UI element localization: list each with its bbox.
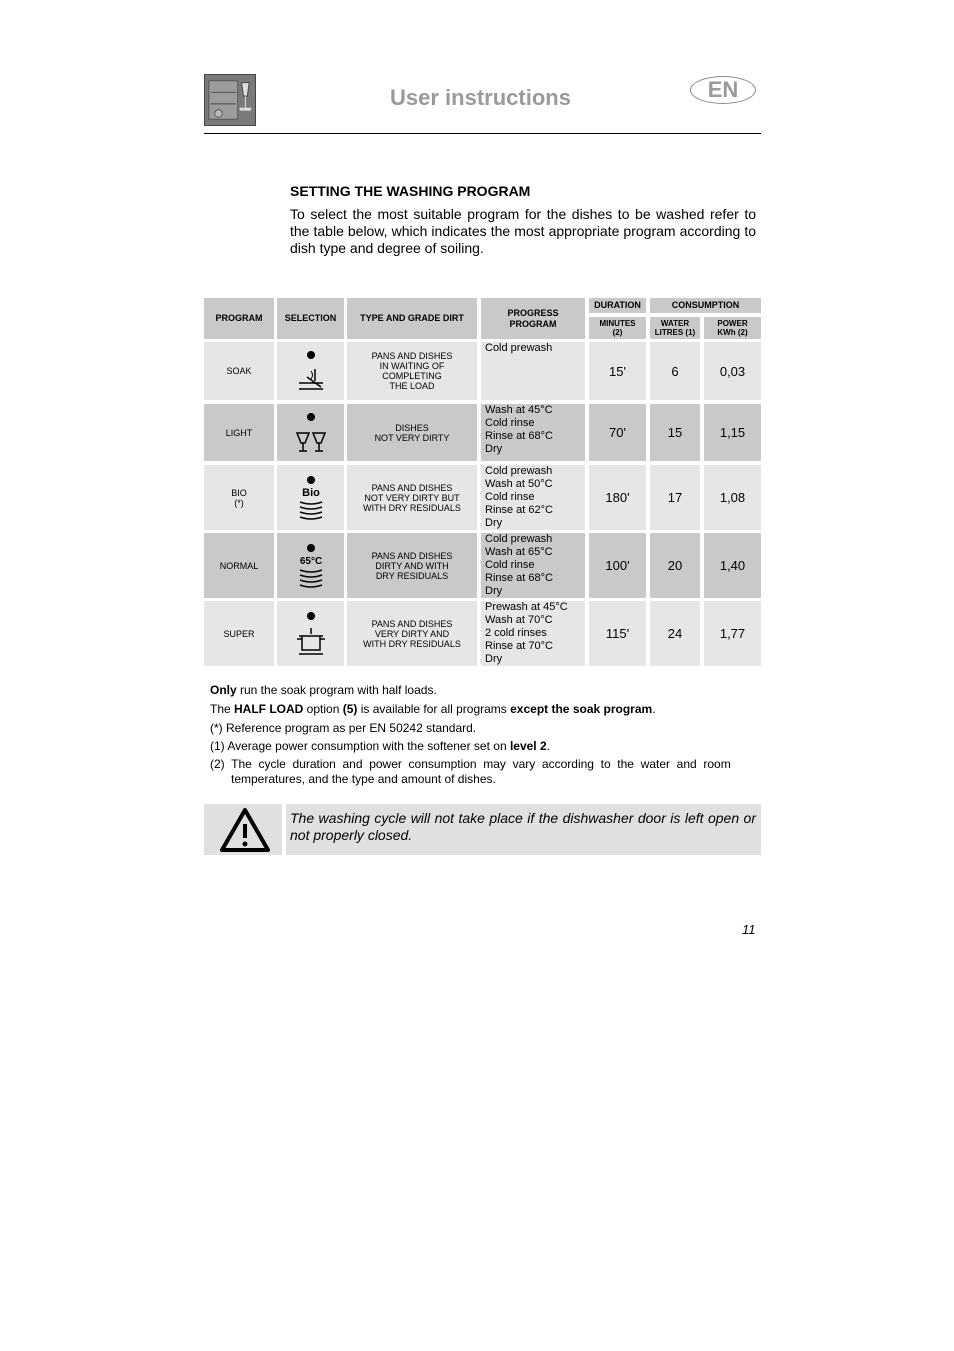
note-bold: except the soak program (510, 702, 653, 716)
progress-line: Prewash at 45°C (485, 601, 568, 613)
table-row-type (347, 342, 477, 400)
type-line: PANS AND DISHES (371, 618, 453, 629)
table-row-minutes: 115' (589, 601, 646, 666)
table-row-water: 24 (650, 601, 700, 666)
col-header-minutes-line2: (2) (612, 328, 623, 337)
note-bold: HALF LOAD (234, 702, 304, 716)
type-line: NOT VERY DIRTY (374, 432, 450, 443)
type-line: VERY DIRTY AND (374, 628, 450, 639)
progress-line: Dry (485, 517, 503, 529)
table-row-program (204, 465, 274, 530)
table-row-power: 1,15 (704, 404, 761, 461)
table-row-progress (481, 601, 585, 666)
progress-line: Dry (485, 585, 503, 597)
note-text: . (652, 702, 656, 716)
type-line: IN WAITING OF (379, 361, 445, 371)
progress-line: Wash at 50°C (485, 478, 553, 490)
col-header-duration: DURATION (589, 298, 646, 313)
note-text: option (303, 702, 343, 716)
header-divider (204, 133, 761, 134)
page-number: 11 (742, 922, 756, 937)
table-row-water: 15 (650, 404, 700, 461)
progress-line: Wash at 65°C (485, 546, 553, 558)
65c-icon-label: 65°C (299, 555, 322, 567)
bio-icon-label: Bio (301, 486, 320, 499)
progress-line: Rinse at 70°C (485, 640, 553, 652)
col-header-program: PROGRAM (204, 298, 274, 339)
note-text: . (546, 739, 550, 753)
progress-line: Cold rinse (485, 491, 535, 503)
progress-line: Wash at 70°C (485, 614, 553, 626)
table-row-power: 1,77 (704, 601, 761, 666)
col-header-progress (481, 298, 585, 339)
table-row-type (347, 404, 477, 461)
pot-icon (277, 601, 344, 666)
col-header-minutes-line1: MINUTES (599, 319, 636, 328)
col-header-type: TYPE AND GRADE DIRT (347, 298, 477, 339)
warning-text: The washing cycle will not take place if the dishwasher door is left open or not properly closed. (290, 810, 756, 843)
col-header-minutes (589, 317, 646, 339)
type-line: DRY RESIDUALS (375, 570, 449, 581)
table-row-program: SOAK (204, 342, 274, 400)
table-row-water: 17 (650, 465, 700, 530)
table-row-program: NORMAL (204, 533, 274, 598)
note-reference: (*) Reference program as per EN 50242 standard. (210, 721, 477, 735)
progress-line: Dry (485, 653, 503, 665)
type-line: WITH DRY RESIDUALS (363, 638, 461, 649)
language-badge: EN (690, 76, 756, 104)
note-text: The (210, 702, 235, 716)
progress-line: Rinse at 68°C (485, 572, 553, 584)
progress-line: Cold rinse (485, 417, 535, 429)
table-row-minutes: 180' (589, 465, 646, 530)
type-line: PANS AND DISHES (371, 482, 453, 493)
dishwasher-logo-icon (204, 74, 256, 126)
note-power-consumption (210, 739, 550, 754)
program-name: BIO (231, 487, 247, 498)
table-row-type (347, 465, 477, 530)
col-header-selection: SELECTION (277, 298, 344, 339)
type-line: NOT VERY DIRTY BUT (364, 492, 460, 503)
table-row-minutes: 15' (589, 342, 646, 400)
type-line: DISHES (395, 422, 429, 433)
table-row-power: 1,40 (704, 533, 761, 598)
65c-icon (277, 533, 344, 598)
progress-line: Cold prewash (485, 465, 553, 477)
progress-line: Wash at 45°C (485, 404, 553, 416)
table-row-progress (481, 404, 585, 461)
col-header-water-line1: WATER (660, 319, 690, 328)
col-header-water-line2: LITRES (1) (654, 328, 696, 337)
col-header-power-line1: POWER (717, 319, 748, 328)
note-cycle-duration-line1: (2) The cycle duration and power consumption may vary according to the water and room (210, 757, 731, 771)
table-row-water: 20 (650, 533, 700, 598)
col-header-power (704, 317, 761, 339)
progress-line: Rinse at 62°C (485, 504, 553, 516)
type-line: PANS AND DISHES (371, 550, 453, 561)
table-row-water: 6 (650, 342, 700, 400)
note-half-load (210, 702, 656, 717)
type-line: THE LOAD (389, 381, 435, 391)
progress-line: Dry (485, 443, 503, 455)
note-bold: level 2 (509, 739, 547, 753)
col-header-power-line2: KWh (2) (717, 328, 748, 337)
table-row-type (347, 533, 477, 598)
table-row-minutes: 100' (589, 533, 646, 598)
program-note: (*) (234, 497, 244, 508)
col-header-consumption: CONSUMPTION (650, 298, 761, 313)
table-row-power: 1,08 (704, 465, 761, 530)
progress-line: Rinse at 68°C (485, 430, 553, 442)
note-text: (1) Average power consumption with the softener set on (210, 739, 510, 753)
page-header-title: User instructions (390, 85, 571, 110)
table-row-minutes: 70' (589, 404, 646, 461)
table-row-type (347, 601, 477, 666)
type-line: COMPLETING (382, 371, 442, 381)
col-header-progress-line2: PROGRAM (509, 318, 557, 329)
table-row-power: 0,03 (704, 342, 761, 400)
type-line: DIRTY AND WITH (375, 560, 449, 571)
note-soak-bold: Only (210, 683, 237, 697)
table-row-program: SUPER (204, 601, 274, 666)
progress-line: Cold rinse (485, 559, 535, 571)
intro-paragraph: To select the most suitable program for the dishes to be washed refer to the table below, which indicates the most appropriate program according to dish type and degree of soiling. (290, 206, 756, 256)
type-line: PANS AND DISHES (371, 351, 453, 361)
col-header-water (650, 317, 700, 339)
note-soak (210, 683, 437, 698)
note-soak-rest: run the soak program with half loads. (236, 683, 437, 697)
progress-line: Cold prewash (485, 533, 553, 545)
glasses-icon (277, 404, 344, 461)
note-bold: (5) (342, 702, 358, 716)
warning-icon (204, 804, 282, 855)
table-row-progress (481, 342, 585, 400)
progress-line: Cold prewash (485, 342, 553, 354)
type-line: WITH DRY RESIDUALS (363, 502, 461, 513)
table-row-progress (481, 465, 585, 530)
progress-line: 2 cold rinses (485, 627, 547, 639)
section-heading: SETTING THE WASHING PROGRAM (290, 183, 531, 199)
soak-icon (277, 342, 344, 400)
col-header-progress-line1: PROGRESS (507, 307, 559, 318)
table-row-program: LIGHT (204, 404, 274, 461)
bio-icon (277, 465, 344, 530)
table-row-progress (481, 533, 585, 598)
note-text: is available for all programs (357, 702, 511, 716)
note-cycle-duration-line2: temperatures, and the type and amount of dishes. (231, 772, 496, 786)
